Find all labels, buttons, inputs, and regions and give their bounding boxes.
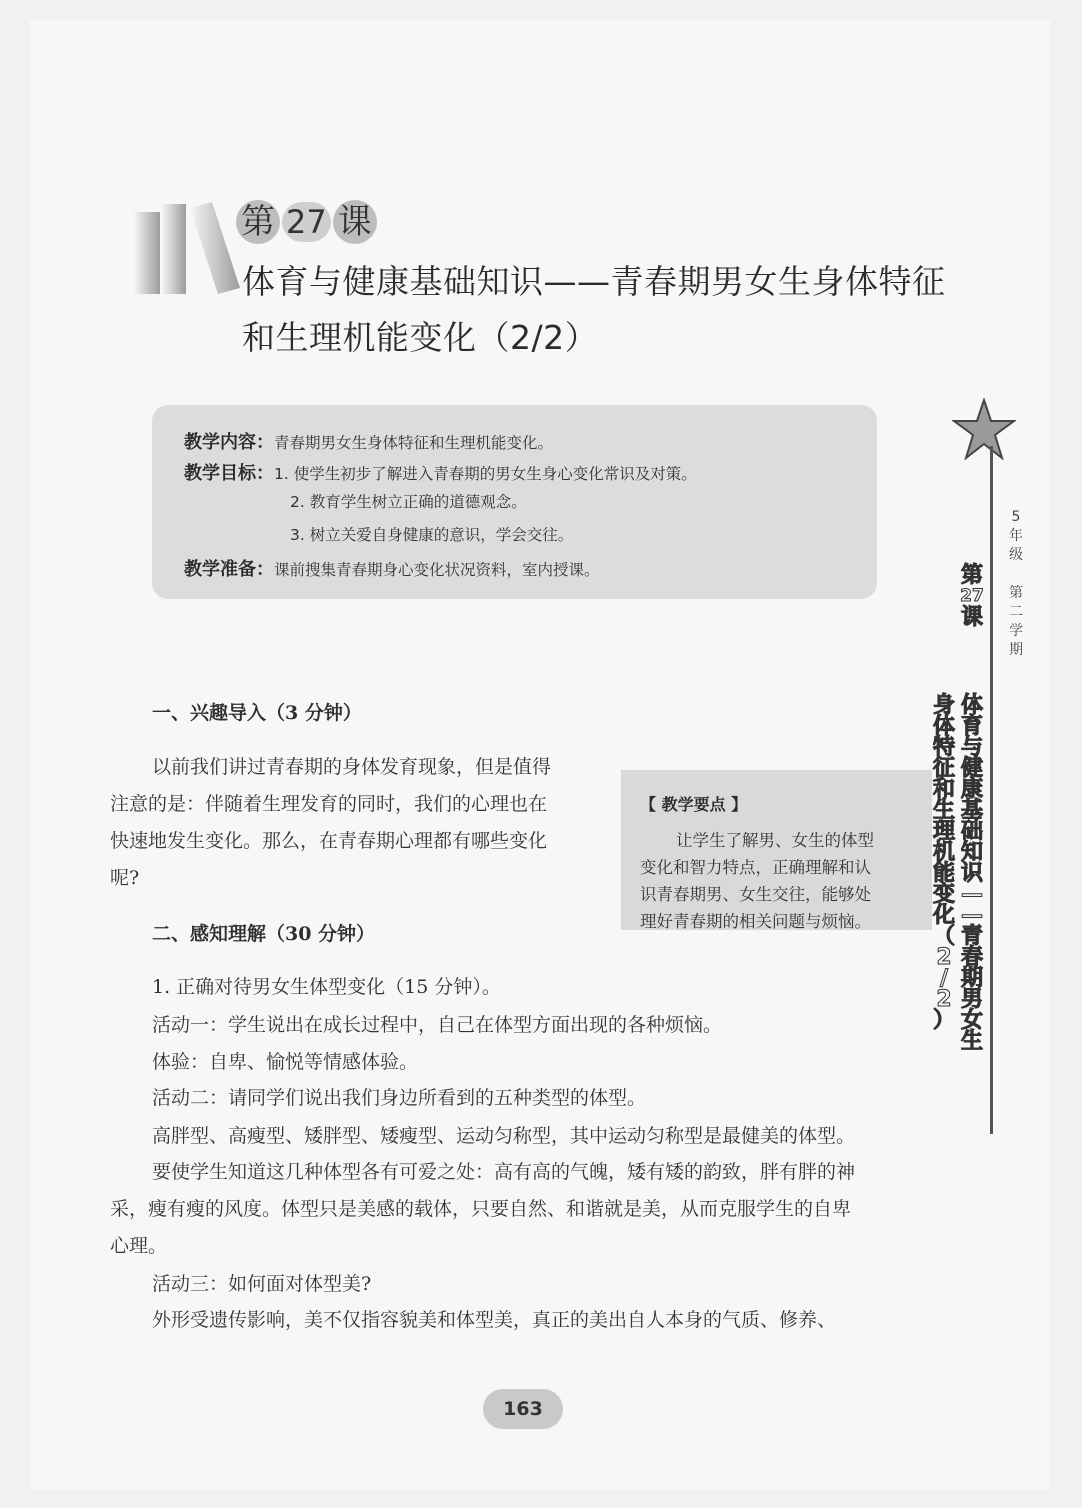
- section1-heading: 一、兴趣导入（3 分钟）: [152, 702, 362, 724]
- lesson-suffix: 课: [333, 200, 377, 244]
- teaching-goal-3: 3. 树立关爱自身健康的意识，学会交往。: [290, 526, 574, 544]
- teaching-goal-1: 1. 使学生初步了解进入青春期的男女生身心变化常识及对策。: [274, 465, 697, 483]
- section2-line-6: 要使学生知道这几种体型各有可爱之处：高有高的气魄，矮有矮的韵致，胖有胖的神: [152, 1161, 856, 1183]
- section2-line-9: 活动三：如何面对体型美?: [152, 1273, 372, 1295]
- side-lesson-label: 第 27 课: [960, 563, 984, 630]
- teaching-goal-2: 2. 教育学生树立正确的道德观念。: [290, 493, 527, 511]
- teaching-tip-title: 【 教学要点 】: [640, 795, 748, 814]
- tip-line-4: 理好青春期的相关问题与烦恼。: [640, 912, 871, 931]
- section2-line-2: 活动一：学生说出在成长过程中，自己在体型方面出现的各种烦恼。: [152, 1014, 723, 1036]
- section1-line-4: 呢?: [110, 867, 140, 889]
- section2-line-10: 外形受遗传影响，美不仅指容貌美和体型美，真正的美出自人本身的气质、修养、: [152, 1309, 837, 1331]
- teaching-content-label: 教学内容：: [184, 432, 274, 453]
- section2-line-1: 1. 正确对待男女生体型变化（15 分钟）。: [152, 976, 501, 998]
- teaching-prep-text: 课前搜集青春期身心变化状况资料，室内授课。: [274, 561, 600, 579]
- teaching-prep-row: [184, 555, 600, 581]
- tip-line-3: 识青春期男、女生交往，能够处: [640, 885, 871, 904]
- teaching-content-row: [184, 428, 553, 454]
- tip-line-1: 让学生了解男、女生的体型: [676, 831, 874, 850]
- section2-line-7: 采，瘦有瘦的风度。体型只是美感的载体，只要自然、和谐就是美，从而克服学生的自卑: [110, 1198, 852, 1220]
- star-icon: [952, 398, 1016, 460]
- tip-line-2: 变化和智力特点，正确理解和认: [640, 858, 871, 877]
- teaching-content-text: 青春期男女生身体特征和生理机能变化。: [274, 434, 554, 452]
- page-title-line1: 体育与健康基础知识——青春期男女生身体特征: [242, 262, 946, 301]
- books-icon: [132, 198, 242, 296]
- side-title-column-right: 体 育 与 健 康 基 础 知 识 — — 青 春 期 男 女 生: [960, 693, 983, 1054]
- section1-line-1: 以前我们讲过青春期的身体发育现象，但是值得: [152, 756, 552, 778]
- side-title-column-left: 身 体 特 征 和 生 理 机 能 变 化 （ 2 / 2 ）: [932, 693, 955, 1033]
- lesson-number: 27: [282, 202, 331, 242]
- section1-line-2: 注意的是：伴随着生理发育的同时，我们的心理也在: [110, 793, 548, 815]
- teaching-goals-label: 教学目标：: [184, 463, 274, 484]
- section2-line-3: 体验：自卑、愉悦等情感体验。: [152, 1051, 419, 1073]
- grade-term-label: 5 年 级 第 二 学 期: [1009, 509, 1023, 658]
- teaching-prep-label: 教学准备：: [184, 559, 274, 580]
- page-number: 163: [483, 1389, 563, 1429]
- section2-line-8: 心理。: [110, 1235, 168, 1257]
- section2-heading: 二、感知理解（30 分钟）: [152, 923, 376, 945]
- teaching-goals-row: [184, 459, 697, 485]
- lesson-prefix: 第: [236, 200, 280, 244]
- section2-line-4: 活动二：请同学们说出我们身边所看到的五种类型的体型。: [152, 1087, 647, 1109]
- section1-line-3: 快速地发生变化。那么，在青春期心理都有哪些变化: [110, 830, 548, 852]
- lesson-badge: [236, 200, 377, 244]
- page-title-line2: 和生理机能变化（2/2）: [242, 318, 599, 357]
- section2-line-5: 高胖型、高瘦型、矮胖型、矮瘦型、运动匀称型，其中运动匀称型是最健美的体型。: [152, 1125, 856, 1147]
- margin-rule: [990, 446, 993, 1134]
